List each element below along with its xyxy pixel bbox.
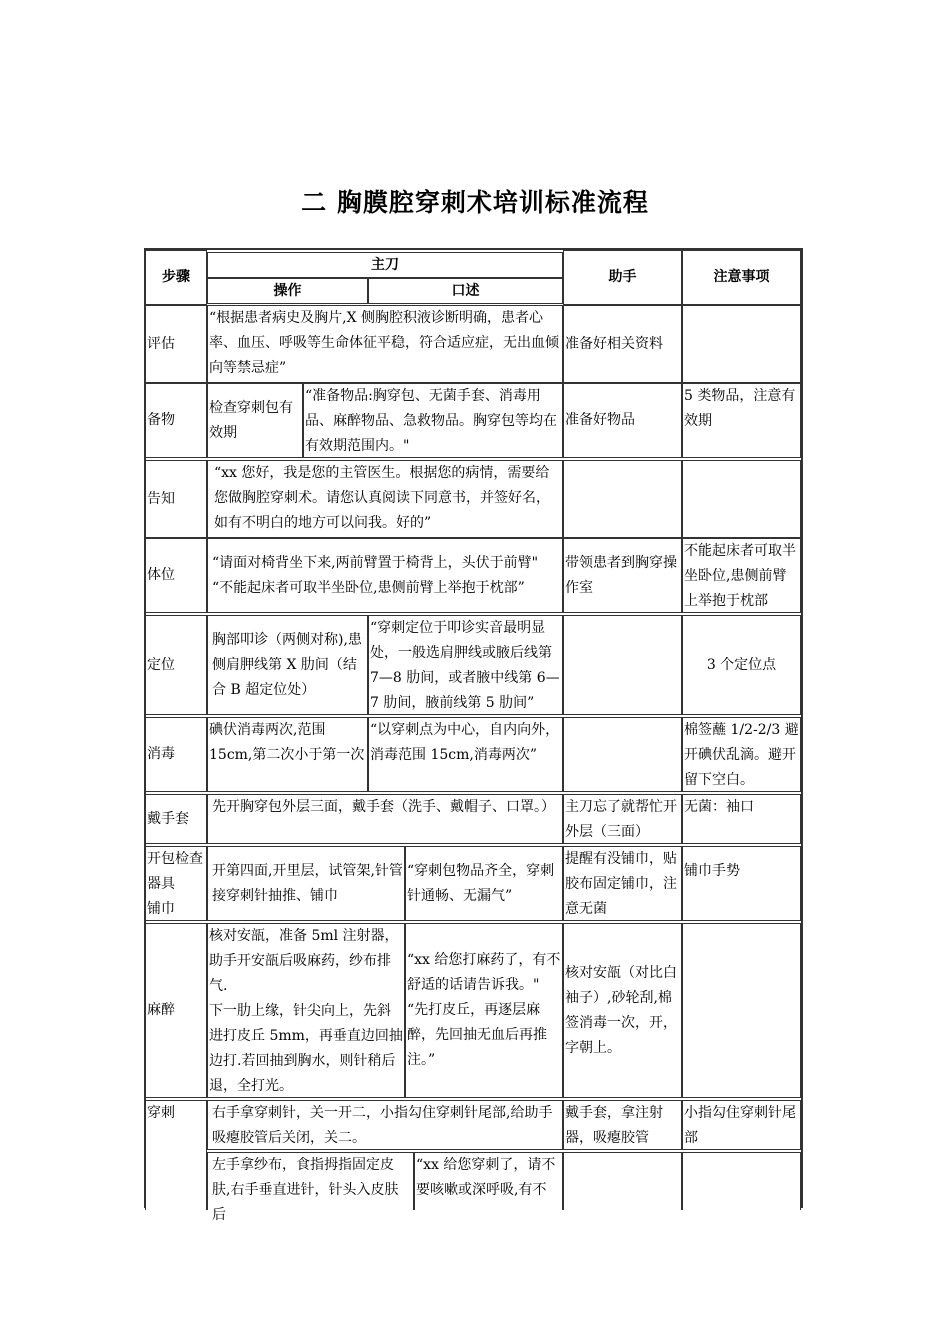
step-open-pack: 开包检查器具 铺巾 [145,846,207,921]
disinfect-assistant [563,717,682,792]
assess-content: “根据患者病史及胸片,X 侧胸腔积液诊断明确，患者心率、血压、呼吸等生命体征平稳，符合适应症，无出血倾向等禁忌症” [207,305,563,383]
page-title: 二 胸膜腔穿刺术培训标准流程 [301,188,649,217]
open-operation: 开第四面,开里层，试管架,针管接穿刺针抽推、铺巾 [207,846,405,921]
inform-notes [682,460,801,538]
puncture-assistant: 戴手套，拿注射器，吸瘪胶管 [563,1100,682,1150]
header-assistant: 助手 [563,250,682,305]
disinfect-notes: 棉签蘸 1/2-2/3 避开碘伏乱滴。避开留下空白。 [682,717,801,792]
puncture-speech-2: “xx 给您穿刺了，请不要咳嗽或深呼吸,有不 [414,1152,563,1210]
open-speech: “穿刺包物品齐全，穿刺针通畅、无漏气” [405,846,563,921]
locate-speech: “穿刺定位于叩诊实音最明显处，一般选肩胛线或腋后线第 7—8 肋间，或者腋中线第 6—7 肋间，腋前线第 5 肋间” [368,615,563,715]
header-step: 步骤 [145,250,207,305]
inform-assistant [563,460,682,538]
header-speech: 口述 [368,278,563,304]
position-notes: 不能起床者可取半坐卧位,患侧前臂上举抱于枕部 [682,538,801,613]
step-locate: 定位 [145,615,207,715]
step-gloves: 戴手套 [145,794,207,844]
gloves-content: 先开胸穿包外层三面，戴手套（洗手、戴帽子、口罩。） [207,794,563,844]
prepare-speech: “准备物品:胸穿包、无菌手套、消毒用品、麻醉物品、急救物品。胸穿包等均在有效期范围内。" [303,383,563,458]
assess-notes [682,305,801,383]
header-operation: 操作 [207,278,368,304]
header-notes: 注意事项 [682,250,801,305]
prepare-assistant: 准备好物品 [563,383,682,458]
disinfect-speech: “以穿刺点为中心，自内向外，消毒范围 15cm,消毒两次” [368,717,563,792]
inform-content: “xx 您好，我是您的主管医生。根据您的病情，需要给您做胸腔穿刺术。请您认真阅读下同意书，并签好名，如有不明白的地方可以问我。好的” [207,460,563,538]
locate-assistant [563,615,682,715]
anesthesia-operation: 核对安瓿，准备 5ml 注射器，助手开安瓿后吸麻药，纱布排气. 下一肋上缘，针尖向上，先斜进打皮丘 5mm，再垂直边回抽边打.若回抽到胸水，则针稍后退，全打光。 [207,923,405,1098]
puncture-assistant-2 [563,1152,682,1210]
open-notes: 铺巾手势 [682,846,801,921]
step-puncture: 穿刺 [145,1100,207,1210]
step-inform: 告知 [145,460,207,538]
puncture-operation-2: 左手拿纱布，食指拇指固定皮肤,右手垂直进针，针头入皮肤后 [207,1152,414,1210]
step-prepare: 备物 [145,383,207,458]
step-assess: 评估 [145,305,207,383]
locate-operation: 胸部叩诊（两侧对称),患侧肩胛线第 X 肋间（结合 B 超定位处） [207,615,368,715]
anesthesia-assistant: 核对安瓿（对比白袖子）,砂轮刮,棉签消毒一次，开，字朝上。 [563,923,682,1098]
anesthesia-speech: “xx 给您打麻药了，有不舒适的话请告诉我。" “先打皮丘，再逐层麻醉，先回抽无血后再推注。” [405,923,563,1098]
locate-notes: 3 个定位点 [682,615,801,715]
assess-assistant: 准备好相关资料 [563,305,682,383]
open-assistant: 提醒有没铺巾，贴胶布固定铺巾，注意无菌 [563,846,682,921]
prepare-notes: 5 类物品，注意有效期 [682,383,801,458]
puncture-content: 右手拿穿刺针，关一开二，小指勾住穿刺针尾部,给助手吸瘪胶管后关闭，关二。 [207,1100,563,1150]
puncture-notes-2 [682,1152,801,1210]
position-assistant: 带领患者到胸穿操作室 [563,538,682,613]
gloves-notes: 无菌：袖口 [682,794,801,844]
puncture-notes: 小指勾住穿刺针尾部 [682,1100,801,1150]
prepare-operation: 检查穿刺包有效期 [207,383,303,458]
position-content: “请面对椅背坐下来,两前臂置于椅背上，头伏于前臂" “不能起床者可取半坐卧位,患侧前臂上举抱于枕部” [207,538,563,613]
step-position: 体位 [145,538,207,613]
step-anesthesia: 麻醉 [145,923,207,1098]
anesthesia-notes [682,923,801,1098]
step-disinfect: 消毒 [145,717,207,792]
header-main-surgeon: 主刀 [207,252,563,278]
disinfect-operation: 碘伏消毒两次,范围 15cm,第二次小于第一次 [207,717,368,792]
gloves-assistant: 主刀忘了就帮忙开外层（三面） [563,794,682,844]
